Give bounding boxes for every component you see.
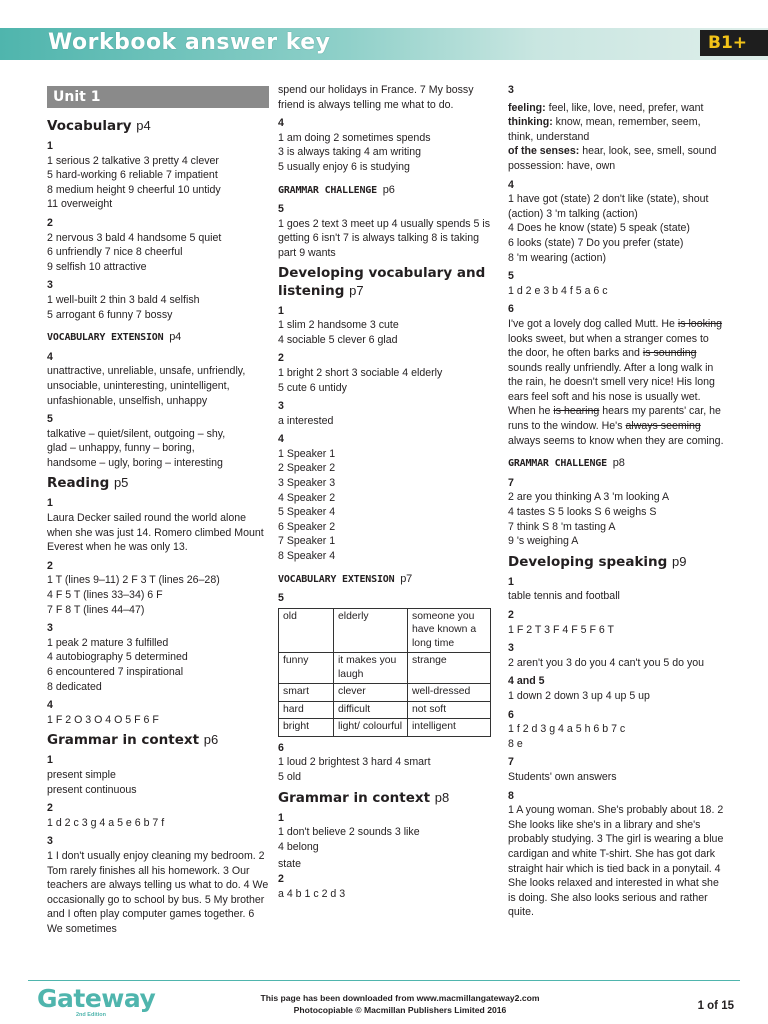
answer-line: 1 F 2 T 3 F 4 F 5 F 6 T — [508, 623, 614, 636]
answer-line: 1 don't believe 2 sounds 3 like — [278, 826, 420, 839]
speaker-line: 4 Speaker 2 — [278, 491, 336, 504]
exercise-number: 4 and 5 — [508, 675, 545, 688]
table-row — [279, 684, 491, 702]
exercise-number: 4 — [47, 699, 53, 712]
section-heading-grammar-in-context: Grammar in context p6 — [47, 732, 219, 749]
answer-line: 9 selfish 10 attractive — [47, 260, 147, 273]
exercise-number: 2 — [47, 802, 53, 815]
answer-line: state — [278, 858, 301, 871]
exercise-number: 4 — [278, 117, 284, 130]
answer-paragraph: 1 A young woman. She's probably about 18. 2 She looks like she's in a library and she's probably studying. 3 The girl is wearing a blue cardigan and white T-shirt. She has got dark straight hair which is tied back in a ponytail. 4 She looks relaxed and interested in what she is doing. She also looks serious and rather quite. — [508, 804, 724, 919]
answer-paragraph: spend our holidays in France. 7 My bossy friend is always telling me what to do. — [278, 84, 474, 111]
answer-line: 1 have got (state) 2 don't like (state), shout (action) 3 'm talking (action) — [508, 193, 709, 220]
answer-line: 9 's weighing A — [508, 535, 579, 548]
exercise-number: 3 — [508, 642, 514, 655]
answer-paragraph: 1 I don't usually enjoy cleaning my bedroom. 2 Tom rarely finishes all his homework. 3 Our teachers are always telling us what to do. 4 We occasionally go to school by bus. 5 My brother and I often play computer games together. 6 We sometimes — [47, 849, 269, 935]
exercise-number: 3 — [47, 279, 53, 292]
speaker-line: 7 Speaker 1 — [278, 535, 336, 548]
footer-copyright-line: Photocopiable © Macmillan Publishers Limited 2016 — [293, 1005, 507, 1015]
table-cell: well-dressed — [408, 684, 491, 702]
table-row — [279, 719, 491, 737]
table-cell: light/ colourful — [334, 719, 408, 737]
exercise-number: 2 — [508, 609, 514, 621]
answer-line: 6 encountered 7 inspirational — [47, 666, 184, 678]
answer-line: 5 cute 6 untidy — [278, 381, 347, 394]
section-heading-vocabulary-extension: VOCABULARY EXTENSION p4 — [47, 331, 182, 344]
exercise-number: 1 — [278, 811, 284, 824]
unit-heading: Unit 1 — [47, 86, 269, 108]
answer-line: 1 T (lines 9–11) 2 F 3 T (lines 26–28) — [47, 574, 220, 587]
answer-line: of the senses: hear, look, see, smell, sound — [508, 145, 717, 158]
section-heading-grammar-in-context: Grammar in context p8 — [278, 789, 450, 806]
speaker-line: 3 Speaker 3 — [278, 477, 336, 490]
answer-line: 1 slim 2 handsome 3 cute — [278, 319, 399, 332]
answer-line: 1 f 2 d 3 g 4 a 5 h 6 b 7 c — [508, 723, 626, 736]
exercise-number: 5 — [278, 203, 284, 216]
column-2 — [278, 83, 494, 901]
answer-line: 4 belong — [278, 840, 319, 853]
answer-line: 6 unfriendly 7 nice 8 cheerful — [47, 246, 183, 259]
table-cell: clever — [334, 684, 408, 702]
answer-line: 1 peak 2 mature 3 fulfilled — [47, 636, 169, 649]
table-cell: strange — [408, 653, 491, 684]
table-cell: funny — [279, 653, 334, 684]
footer-notice — [210, 992, 590, 1016]
exercise-number: 1 — [47, 140, 53, 152]
answer-line: 7 F 8 T (lines 44–47) — [47, 603, 145, 616]
table-cell: intelligent — [408, 719, 491, 737]
answer-line: 1 d 2 e 3 b 4 f 5 a 6 c — [508, 284, 608, 297]
edition-label: 2nd Edition — [76, 1012, 106, 1018]
table-cell: it makes you laugh — [334, 653, 408, 684]
speaker-line: 8 Speaker 4 — [278, 550, 336, 563]
answer-line: 2 aren't you 3 do you 4 can't you 5 do you — [508, 656, 705, 669]
exercise-number: 8 — [508, 789, 514, 802]
exercise-number: 3 — [47, 835, 53, 848]
answer-line: 8 'm wearing (action) — [508, 251, 606, 264]
table-row — [279, 653, 491, 684]
speaker-line: 1 Speaker 1 — [278, 447, 336, 460]
exercise-number: 1 — [508, 575, 514, 588]
exercise-number: 4 — [508, 178, 514, 191]
answer-line: 5 hard-working 6 reliable 7 impatient — [47, 169, 218, 182]
answer-line: possession: have, own — [508, 159, 616, 172]
speaker-line: 5 Speaker 4 — [278, 506, 336, 519]
exercise-number: 1 — [278, 304, 284, 317]
table-cell: smart — [279, 684, 334, 702]
table-cell: old — [279, 608, 334, 653]
vocabulary-table — [278, 608, 491, 737]
exercise-number: 2 — [278, 872, 284, 885]
answer-line: 1 F 2 O 3 O 4 O 5 F 6 F — [47, 713, 159, 726]
answer-line: 4 Does he know (state) 5 speak (state) — [508, 222, 690, 235]
exercise-number: 3 — [508, 84, 514, 96]
speaker-line: 2 Speaker 2 — [278, 462, 336, 475]
answer-line: present continuous — [47, 783, 137, 796]
exercise-number: 3 — [47, 622, 53, 635]
answer-line: thinking: know, mean, remember, seem, think, understand — [508, 116, 701, 143]
page-title: Workbook answer key — [48, 30, 331, 55]
answer-paragraph: I've got a lovely dog called Mutt. He is looking looks sweet, but when a stranger comes to the door, he often barks and is sounding sounds really unfriendly. After a long walk in the rain, he doesn't smell very nice! His long ears feel soft and his nose is usually wet. When he is hearing hears my parents' car, he runs to the window. He's always seeming always seems to know when they are coming. — [508, 317, 724, 447]
exercise-number: 5 — [508, 270, 514, 283]
section-heading-grammar-challenge: GRAMMAR CHALLENGE p8 — [508, 457, 625, 470]
answer-line: 5 usually enjoy 6 is studying — [278, 160, 410, 173]
answer-line: 4 sociable 5 clever 6 glad — [278, 333, 398, 346]
exercise-number: 2 — [47, 559, 53, 572]
footer-divider — [28, 980, 740, 981]
answer-line: 4 autobiography 5 determined — [47, 651, 188, 664]
table-cell: someone you have known a long time — [408, 608, 491, 653]
exercise-number: 7 — [508, 756, 514, 769]
answer-line: 5 arrogant 6 funny 7 bossy — [47, 308, 173, 321]
answer-line: 1 d 2 c 3 g 4 a 5 e 6 b 7 f — [47, 816, 165, 829]
table-row — [279, 608, 491, 653]
exercise-number: 6 — [508, 708, 514, 721]
answer-line: Students' own answers — [508, 770, 617, 783]
answer-line: 8 dedicated — [47, 680, 102, 693]
exercise-number: 5 — [47, 413, 53, 426]
section-heading-vocabulary-extension: VOCABULARY EXTENSION p7 — [278, 572, 413, 585]
exercise-number: 2 — [278, 352, 284, 365]
section-heading-reading: Reading p5 — [47, 475, 129, 492]
exercise-number: 6 — [278, 741, 284, 754]
exercise-number: 6 — [508, 303, 514, 316]
answer-paragraph: 1 goes 2 text 3 meet up 4 usually spends 5 is getting 6 isn't 7 is always talking 8 is taking part 9 wants — [278, 217, 491, 259]
answer-line: 4 tastes S 5 looks S 6 weighs S — [508, 506, 657, 519]
answer-line: handsome – ugly, boring – interesting — [47, 456, 223, 469]
section-heading-vocabulary: Vocabulary p4 — [47, 118, 151, 134]
exercise-number: 4 — [278, 433, 284, 446]
answer-line: 2 are you thinking A 3 'm looking A — [508, 491, 670, 504]
answer-line: 5 old — [278, 771, 301, 783]
answer-line: 1 bright 2 short 3 sociable 4 elderly — [278, 366, 443, 379]
section-heading-developing-vocabulary: Developing vocabulary and listening p7 — [278, 264, 486, 299]
section-heading-grammar-challenge: GRAMMAR CHALLENGE p6 — [278, 183, 395, 196]
section-heading-developing-speaking: Developing speaking p9 — [508, 553, 687, 570]
answer-line: 7 think S 8 'm tasting A — [508, 520, 616, 533]
exercise-number: 5 — [278, 592, 284, 605]
column-3 — [508, 83, 724, 920]
table-cell: elderly — [334, 608, 408, 653]
answer-line: 2 nervous 3 bald 4 handsome 5 quiet — [47, 231, 222, 244]
brand-logo: Gateway — [37, 984, 156, 1013]
header-bar — [0, 28, 768, 60]
answer-line: 8 medium height 9 cheerful 10 untidy — [47, 183, 221, 196]
exercise-number: 4 — [47, 350, 53, 363]
column-1 — [47, 83, 269, 937]
answer-line: 11 overweight — [47, 198, 113, 211]
answer-line: feeling: feel, like, love, need, prefer, want — [508, 101, 704, 114]
answer-line: a interested — [278, 414, 334, 427]
table-cell: difficult — [334, 701, 408, 719]
table-cell: bright — [279, 719, 334, 737]
answer-line: 1 loud 2 brightest 3 hard 4 smart — [278, 756, 431, 769]
exercise-number: 2 — [47, 216, 53, 229]
answer-line: glad – unhappy, funny – boring, — [47, 442, 195, 455]
answer-line: 1 well-built 2 thin 3 bald 4 selfish — [47, 293, 200, 306]
exercise-number: 1 — [47, 497, 53, 510]
exercise-number: 3 — [278, 400, 284, 413]
table-cell: not soft — [408, 701, 491, 719]
level-badge: B1+ — [700, 30, 768, 56]
answer-line: 1 am doing 2 sometimes spends — [278, 131, 431, 144]
speaker-line: 6 Speaker 2 — [278, 520, 336, 533]
table-cell: hard — [279, 701, 334, 719]
table-row — [279, 701, 491, 719]
exercise-number: 1 — [47, 754, 53, 767]
answer-line: 6 looks (state) 7 Do you prefer (state) — [508, 236, 684, 249]
answer-line: 1 down 2 down 3 up 4 up 5 up — [508, 689, 650, 702]
answer-line: 8 e — [508, 737, 523, 750]
answer-paragraph: Laura Decker sailed round the world alone when she was just 14. Romero climbed Mount Everest when he was only 13. — [47, 512, 264, 554]
answer-line: 3 is always taking 4 am writing — [278, 146, 422, 159]
answer-line: talkative – quiet/silent, outgoing – shy, — [47, 427, 226, 440]
answer-line: present simple — [47, 768, 116, 781]
answer-line: 4 F 5 T (lines 33–34) 6 F — [47, 589, 163, 602]
answer-paragraph: unattractive, unreliable, unsafe, unfriendly, unsociable, uninteresting, unintelligent, unfashionable, unselfish, unhappy — [47, 365, 246, 407]
footer-download-line: This page has been downloaded from www.macmillangateway2.com — [260, 993, 540, 1003]
answer-line: 1 serious 2 talkative 3 pretty 4 clever — [47, 154, 219, 167]
answer-line: table tennis and football — [508, 590, 620, 603]
answer-line: a 4 b 1 c 2 d 3 — [278, 887, 346, 900]
page-number: 1 of 15 — [697, 1000, 734, 1012]
exercise-number: 7 — [508, 476, 514, 489]
